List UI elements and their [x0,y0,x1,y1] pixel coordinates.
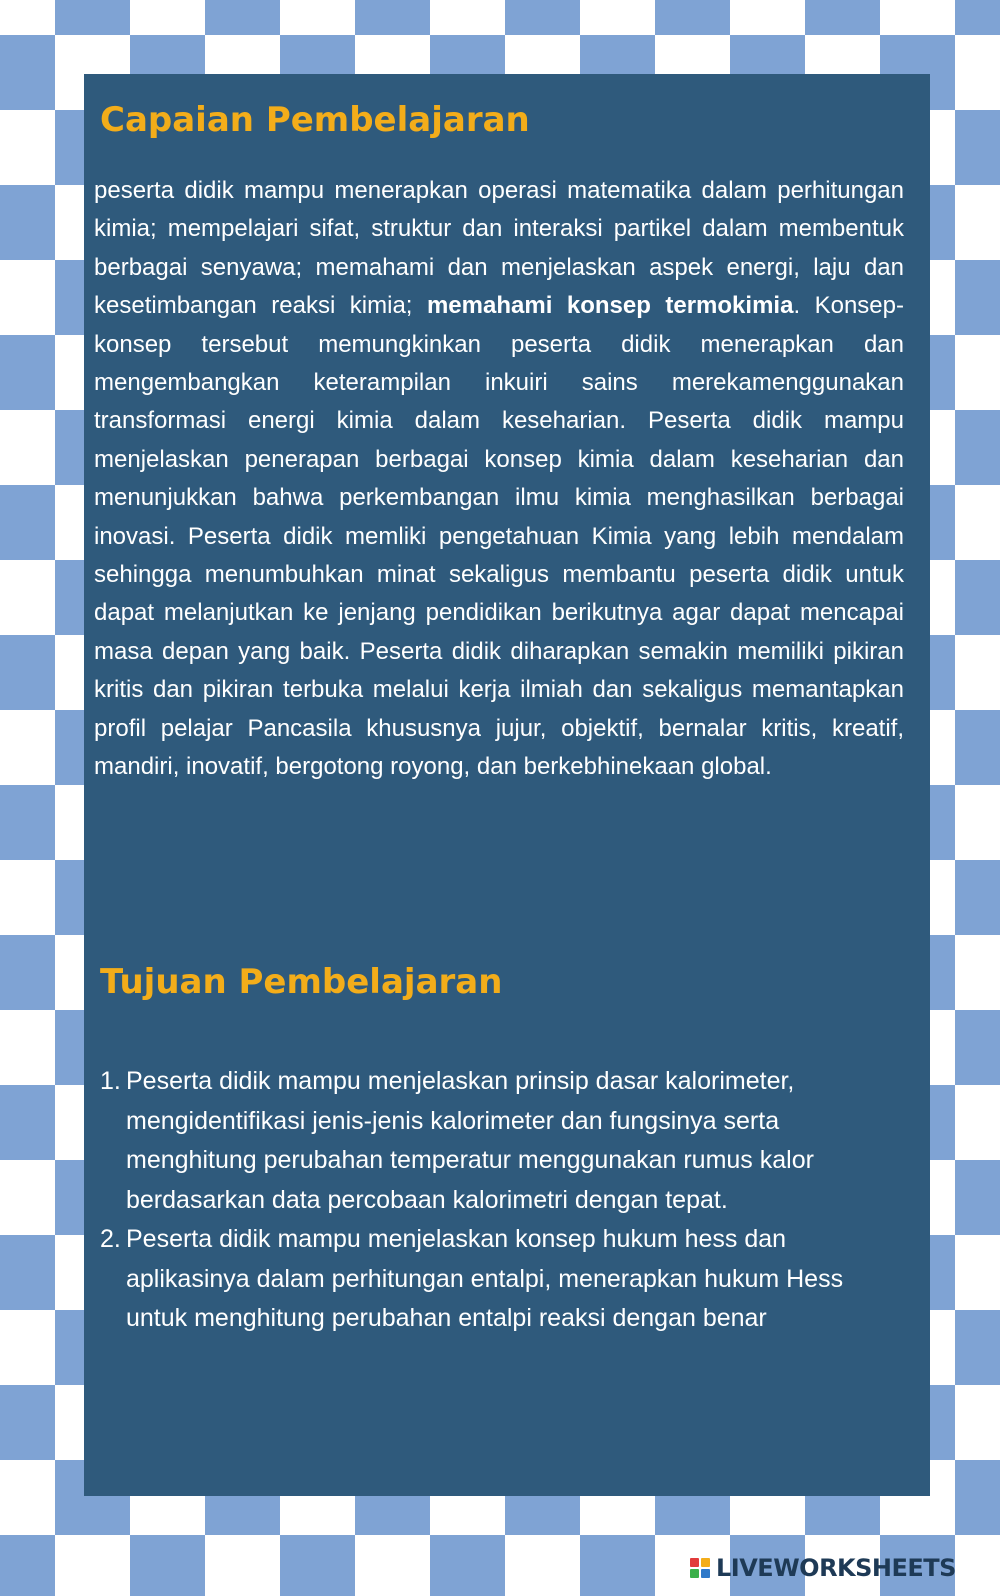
tujuan-item-2 [100,1220,910,1339]
tujuan-item-number: 2. [100,1225,121,1253]
capaian-text-end: . Konsep-konsep tersebut memungkinkan peserta didik menerapkan dan mengembangkan keterampilan inkuiri sains merekamenggunakan transformasi energi kimia dalam keseharian. Peserta didik mampu menjelaskan penerapan berbagai konsep kimia dalam keseharian dan menunjukkan bahwa perkembangan ilmu kimia menghasilkan berbagai inovasi. Peserta didik memliki pengetahuan Kimia yang lebih mendalam sehingga menumbuhkan minat sekaligus membantu peserta didik untuk dapat melanjutkan ke jenjang pendidikan berikutnya agar dapat mencapai masa depan yang baik. Peserta didik diharapkan semakin memiliki pikiran kritis dan pikiran terbuka melalui kerja ilmiah dan sekaligus memantapkan profil pelajar Pancasila khususnya jujur, objektif, bernalar kritis, kreatif, mandiri, inovatif, bergotong royong, dan berkebhinekaan global. [94,292,904,781]
capaian-text-start: peserta didik mampu menerapkan operasi matematika dalam perhitungan kimia; mempelajari sifat, struktur dan interaksi partikel dalam membentuk berbagai senyawa; memahami dan menjelaskan aspek energi, laju dan kesetimbangan reaksi kimia; [94,177,904,320]
capaian-paragraph [94,172,904,787]
tujuan-item-1 [100,1062,910,1220]
tujuan-item-text: Peserta didik mampu menjelaskan prinsip dasar kalorimeter, mengidentifikasi jenis-jenis kalorimeter dan fungsinya serta menghitung perubahan temperatur menggunakan rumus kalor berdasarkan data percobaan kalorimetri dengan tepat. [126,1067,814,1214]
liveworksheets-logo-text: LIVEWORKSHEETS [716,1554,956,1582]
liveworksheets-logo[interactable] [690,1552,956,1584]
content-card [84,74,930,1496]
tujuan-list [100,1062,910,1339]
liveworksheets-logo-icon [690,1558,710,1578]
capaian-text-bold: memahami konsep termokimia [426,292,794,320]
tujuan-item-number: 1. [100,1067,121,1095]
tujuan-heading: Tujuan Pembelajaran [100,962,503,1002]
tujuan-item-text: Peserta didik mampu menjelaskan konsep hukum hess dan aplikasinya dalam perhitungan entalpi, menerapkan hukum Hess untuk menghitung perubahan entalpi reaksi dengan benar [126,1225,844,1332]
capaian-heading: Capaian Pembelajaran [100,100,530,140]
